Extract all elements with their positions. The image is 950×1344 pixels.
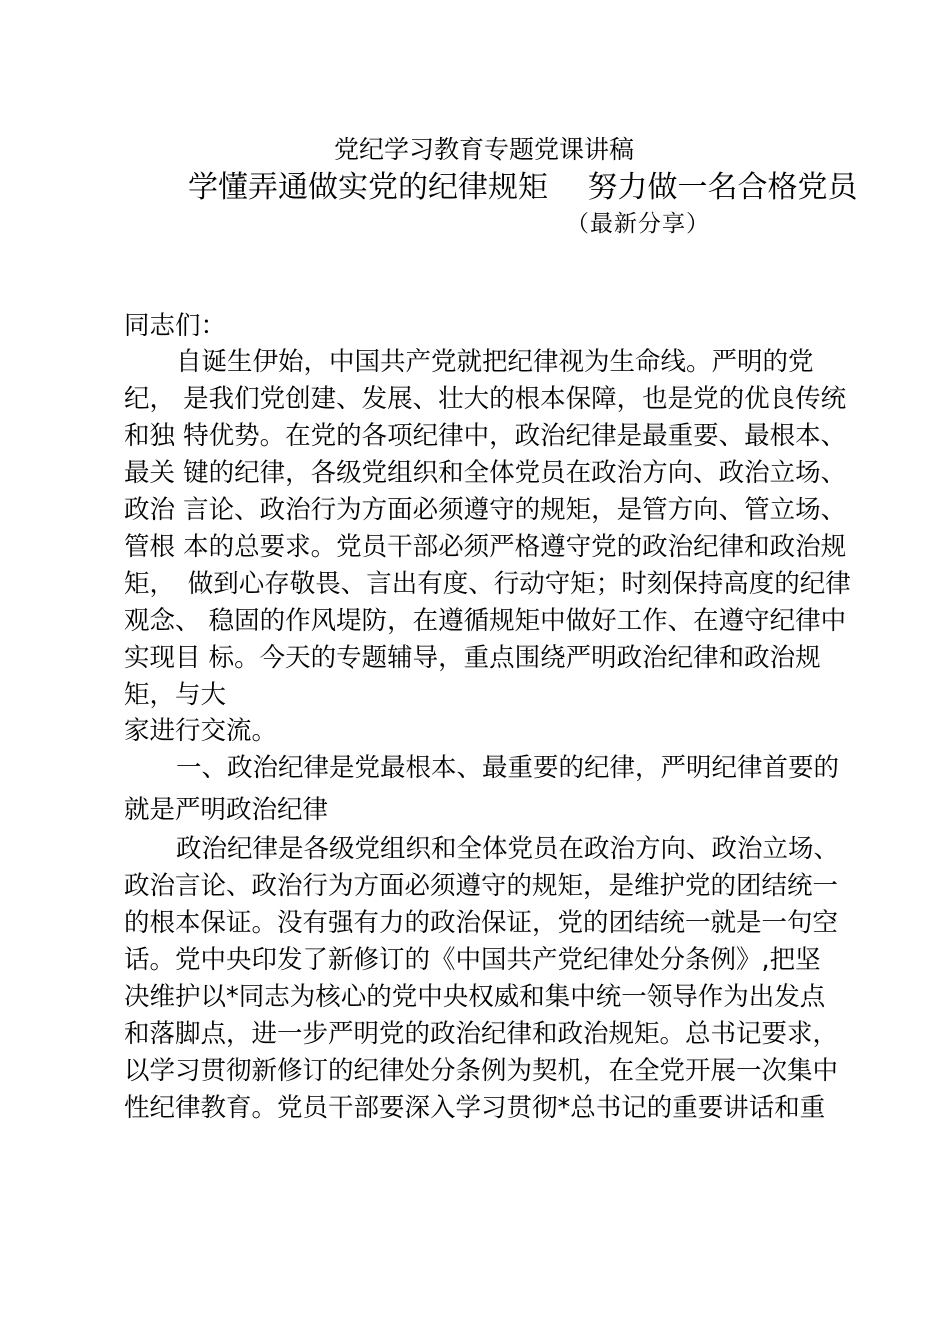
- paragraph-line: 的根本保证。没有强有力的政治保证，党的团结统一就是一句空: [124, 908, 839, 938]
- paragraph-line: 纪， 是我们党创建、发展、壮大的根本保障，也是党的优良传统: [124, 384, 847, 414]
- document-subtitle: 党纪学习教育专题党课讲稿: [333, 135, 634, 164]
- section-heading: 就是严明政治纪律: [124, 795, 329, 825]
- section-heading: 一、政治纪律是党最根本、最重要的纪律，严明纪律首要的: [176, 753, 840, 783]
- paragraph-line: 实现目 标。今天的专题辅导，重点围绕严明政治纪律和政治规: [124, 643, 821, 673]
- paragraph-line: 观念、 稳固的作风堤防，在遵循规矩中做好工作、在遵守纪律中: [124, 606, 847, 636]
- salutation: 同志们：: [124, 311, 227, 341]
- paragraph-line: 家进行交流。: [124, 716, 278, 746]
- paragraph-line: 管根 本的总要求。党员干部必须严格遵守党的政治纪律和政治规: [124, 532, 847, 562]
- paragraph-line: 政治言论、政治行为方面必须遵守的规矩，是维护党的团结统一: [124, 871, 839, 901]
- paragraph-line: 话。党中央印发了新修订的《中国共产党纪律处分条例》,把坚: [124, 945, 821, 975]
- paragraph-line: 自诞生伊始，中国共产党就把纪律视为生命线。严明的党: [176, 347, 814, 377]
- paragraph-line: 矩，与大: [124, 680, 227, 710]
- paragraph-line: 和独 特优势。在党的各项纪律中，政治纪律是最重要、最根本、: [124, 421, 847, 451]
- paragraph-line: 以学习贯彻新修订的纪律处分条例为契机，在全党开展一次集中: [124, 1056, 839, 1086]
- paragraph-line: 和落脚点，进一步严明党的政治纪律和政治规矩。总书记要求，: [124, 1019, 839, 1049]
- document-title: 学懂弄通做实党的纪律规矩 努力做一名合格党员: [188, 170, 858, 205]
- paragraph-line: 矩， 做到心存敬畏、言出有度、行动守矩；时刻保持高度的纪律: [124, 569, 851, 599]
- paragraph-line: 决维护以*同志为核心的党中央权威和集中统一领导作为出发点: [124, 982, 826, 1012]
- paragraph-line: 政治纪律是各级党组织和全体党员在政治方向、政治立场、: [176, 834, 840, 864]
- paragraph-line: 最关 键的纪律，各级党组织和全体党员在政治方向、政治立场、: [124, 458, 847, 488]
- paragraph-line: 性纪律教育。党员干部要深入学习贯彻*总书记的重要讲话和重: [124, 1093, 826, 1123]
- title-note: （最新分享）: [566, 211, 710, 237]
- paragraph-line: 政治 言论、政治行为方面必须遵守的规矩，是管方向、管立场、: [124, 495, 847, 525]
